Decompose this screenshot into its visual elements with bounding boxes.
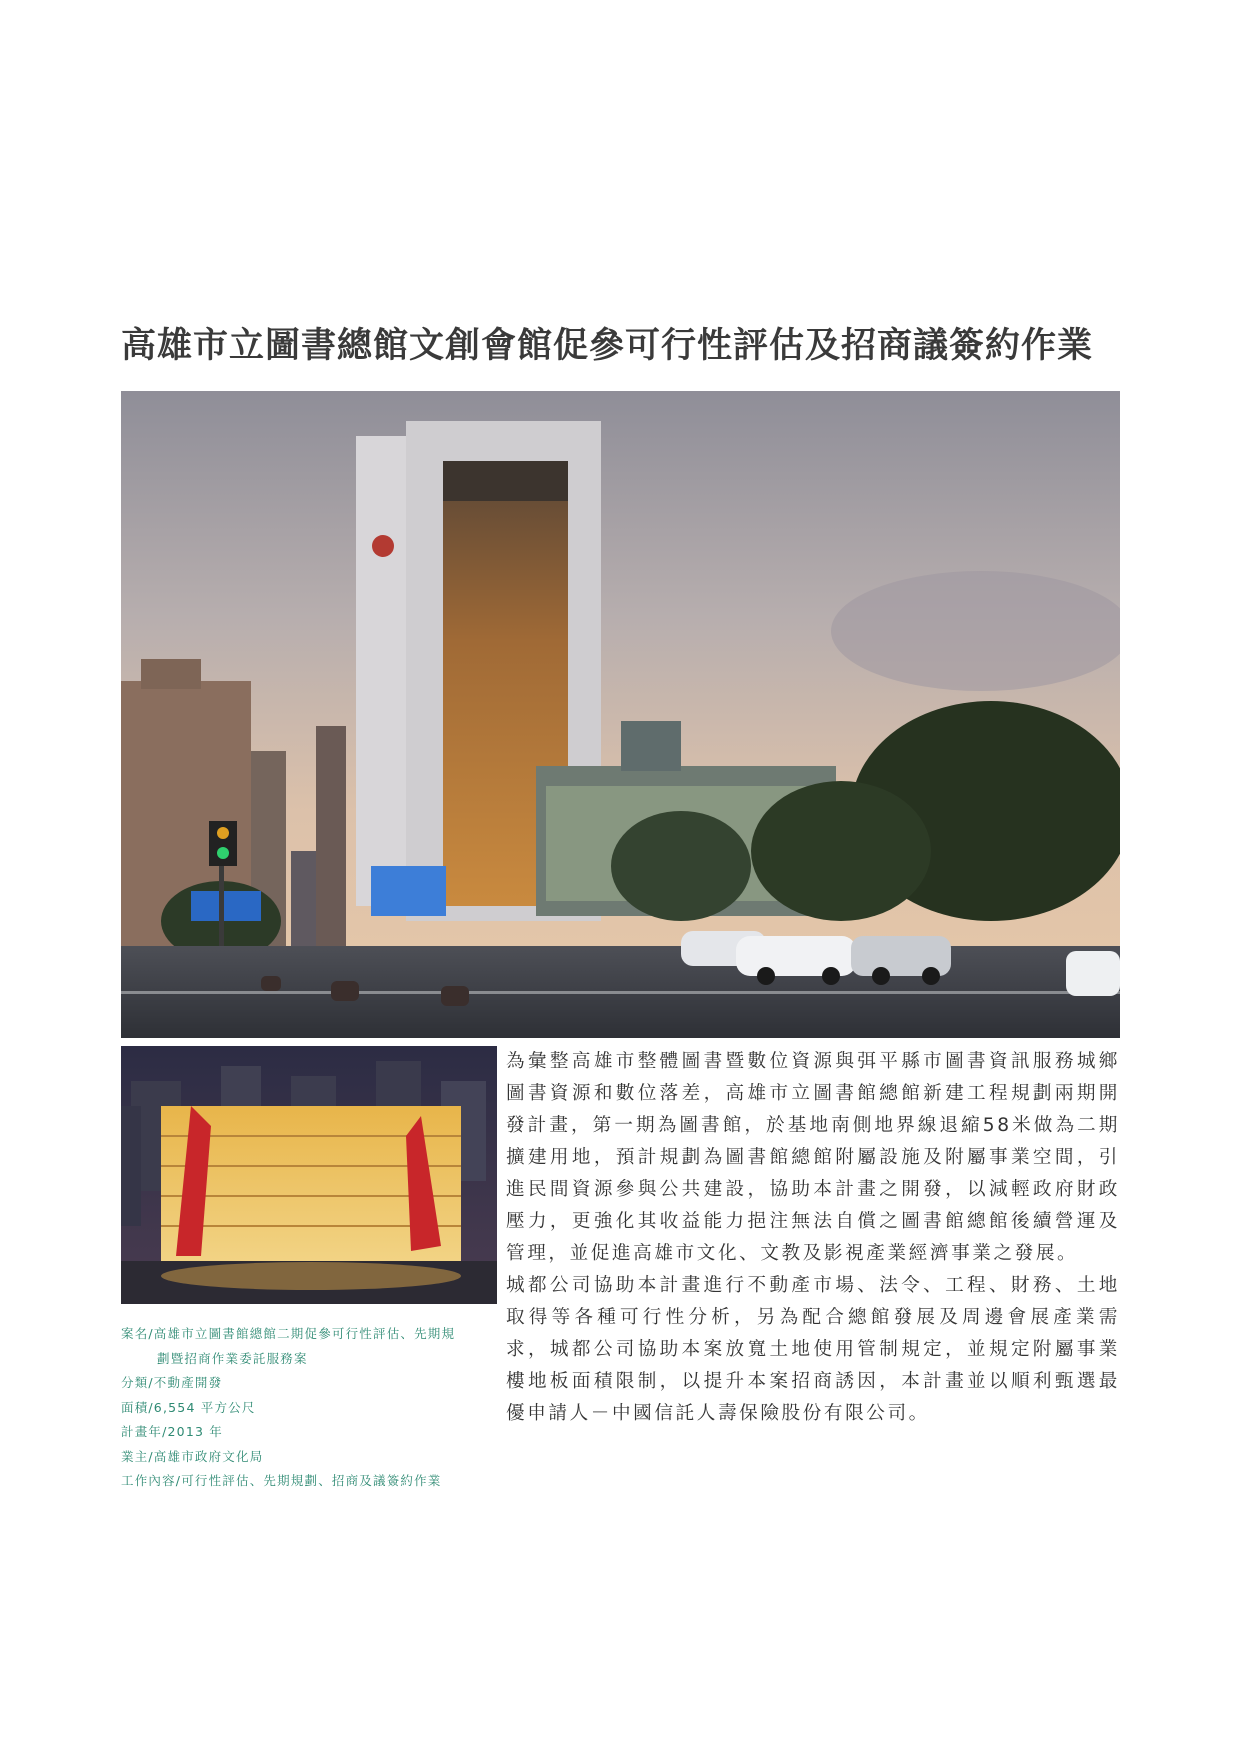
plan-year: 計畫年/2013 年 xyxy=(121,1424,223,1439)
paragraph-1: 為彙整高雄市整體圖書暨數位資源與弭平縣市圖書資訊服務城鄉圖書資源和數位落差，高雄市立圖書館總館新建工程規劃兩期開發計畫，第一期為圖書館，於基地南側地界線退縮58米做為二期擴建用地，預計規劃為圖書館總館附屬設施及附屬事業空間，引進民間資源參與公共建設，協助本計畫之開發，以減輕政府財政壓力，更強化其收益能力挹注無法自償之圖書館總館後續營運及管理，並促進高雄市文化、文教及影視產業經濟事業之發展。 xyxy=(506,1051,1120,1264)
page-title: 高雄市立圖書總館文創會館促參可行性評估及招商議簽約作業 xyxy=(121,326,1094,366)
case-name-line1: 案名/高雄市立圖書館總館二期促參可行性評估、先期規 xyxy=(121,1326,456,1341)
owner: 業主/高雄市政府文化局 xyxy=(121,1448,264,1464)
project-info xyxy=(121,1322,501,1494)
night-photo-library xyxy=(121,1046,497,1304)
category: 分類/不動產開發 xyxy=(121,1375,223,1390)
case-name-line2: 劃暨招商作業委託服務案 xyxy=(157,1350,308,1366)
area: 面積/6,554 平方公尺 xyxy=(121,1399,256,1415)
description-text xyxy=(506,1046,1120,1430)
paragraph-2: 城都公司協助本計畫進行不動產市場、法令、工程、財務、土地取得等各種可行性分析，另為配合總館發展及周邊會展產業需求，城都公司協助本案放寬土地使用管制規定，並規定附屬事業樓地板面積限制，以提升本案招商誘因，本計畫並以順利甄選最優申請人－中國信託人壽保險股份有限公司。 xyxy=(506,1275,1120,1424)
work-content: 工作內容/可行性評估、先期規劃、招商及議簽約作業 xyxy=(121,1473,442,1488)
hero-photo-tower xyxy=(121,391,1120,1038)
